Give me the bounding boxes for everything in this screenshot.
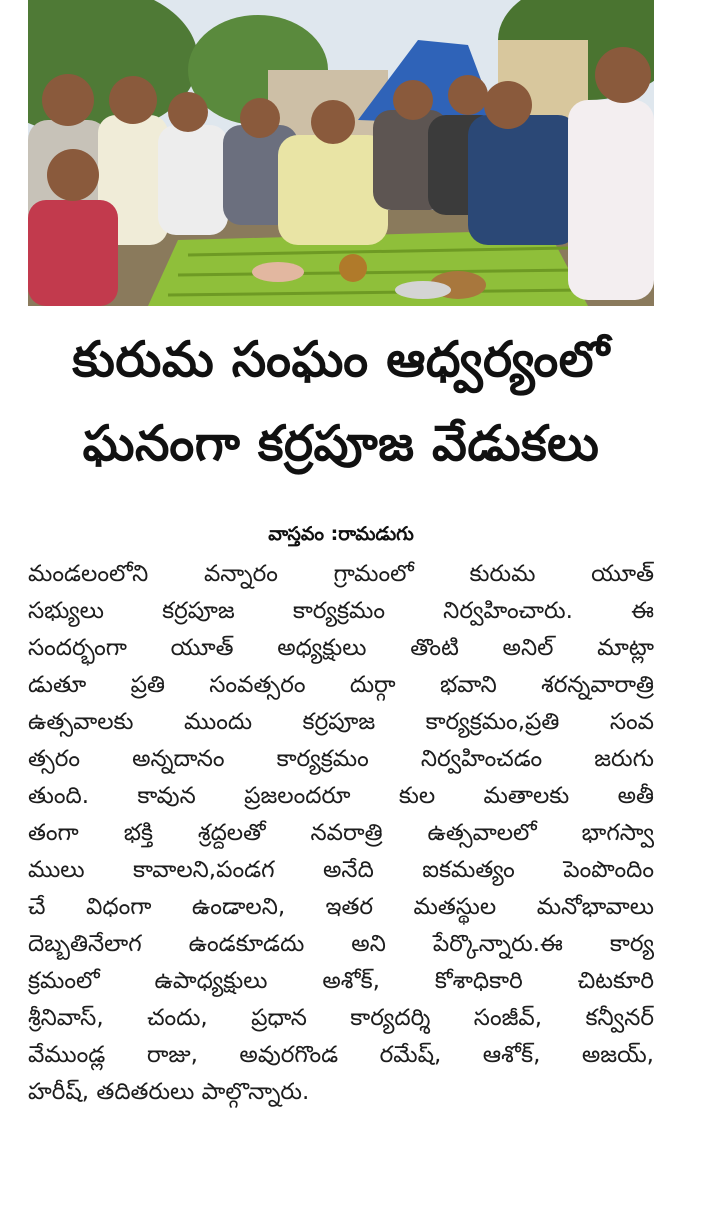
article-line: సందర్భంగా యూత్ అధ్యక్షులు తొంటి అనిల్ మాట్లా xyxy=(28,635,654,661)
article-line: చే విధంగా ఉండాలని, ఇతర మతస్థుల మనోభావాలు xyxy=(28,894,654,920)
article-line: డుతూ ప్రతి సంవత్సరం దుర్గా భవాని శరన్నవారాత్రి xyxy=(28,672,654,698)
article-line: తంగా భక్తి శ్రద్దలతో నవరాత్రి ఉత్సవాలలో భాగస్వా xyxy=(28,820,654,846)
article-line: తుంది. కావున ప్రజలందరూ కుల మతాలకు అతీ xyxy=(28,783,654,809)
article-line: ఉత్సవాలకు ముందు కర్రపూజ కార్యక్రమం,ప్రతి సంవ xyxy=(28,709,654,735)
article-line: వేముండ్ల రాజు, అవురగొండ రమేష్, ఆశోక్, అజయ్, xyxy=(28,1042,654,1068)
article-line: సభ్యులు కర్రపూజ కార్యక్రమం నిర్వహించారు. ఈ xyxy=(28,598,654,624)
article-body xyxy=(28,556,654,1111)
headline-line-1: కురుమ సంఘం ఆధ్వర్యంలో xyxy=(72,331,610,388)
article-line: దెబ్బతినేలాగ ఉండకూడదు అని పేర్కొన్నారు.ఈ కార్య xyxy=(28,931,654,957)
article-line: క్రమంలో ఉపాధ్యక్షులు అశోక్, కోశాధికారి చిటకూరి xyxy=(28,968,654,994)
headline xyxy=(28,318,654,486)
dateline: వాస్తవం :రామడుగు xyxy=(268,523,414,545)
headline-line-2: ఘనంగా కర్రపూజ వేడుకలు xyxy=(82,415,600,472)
article-line: మండలంలోని వన్నారం గ్రామంలో కురుమ యూత్ xyxy=(28,561,654,587)
article-line: ములు కావాలని,పండగ అనేది ఐకమత్యం పెంపొందిం xyxy=(28,857,654,883)
article-line: త్సరం అన్నదానం కార్యక్రమం నిర్వహించడం జరుగు xyxy=(28,746,654,772)
article-line: శ్రీనివాస్, చందు, ప్రధాన కార్యదర్శి సంజీవ్, కన్వీనర్ xyxy=(28,1005,654,1031)
news-photo xyxy=(28,0,654,306)
photo-icon xyxy=(28,0,654,306)
article-line: హరీష్, తదితరులు పాల్గొన్నారు. xyxy=(28,1079,310,1105)
